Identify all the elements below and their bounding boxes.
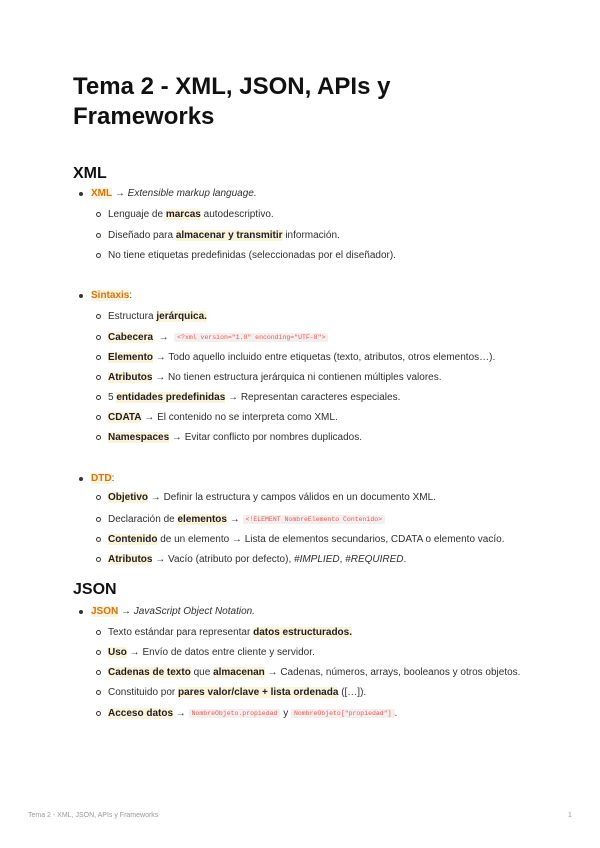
- list-item: No tiene etiquetas predefinidas (seleccionadas por el diseñador).: [108, 250, 396, 261]
- json-definition: JavaScript Object Notation.: [133, 606, 255, 617]
- keyword-dtd: DTD: [91, 473, 112, 484]
- footer-title: Tema 2 - XML, JSON, APIs y Frameworks: [28, 812, 159, 819]
- list-item: Texto estándar para representar datos estructurados.: [108, 627, 353, 638]
- list-item: Objetivo → Definir la estructura y campos válidos en un documento XML.: [108, 492, 436, 503]
- list-item: Atributos → Vacío (atributo por defecto), #IMPLIED, #REQUIRED.: [108, 554, 407, 565]
- page-number: 1: [568, 812, 572, 819]
- list-item: Uso → Envío de datos entre cliente y servidor.: [108, 647, 315, 658]
- section-heading-xml: XML: [73, 165, 107, 182]
- list-item: 5 entidades predefinidas → Representan caracteres especiales.: [108, 392, 401, 403]
- list-item: Estructura jerárquica.: [108, 311, 207, 322]
- list-item: Acceso datos → NombreObjeto.propiedad y NombreObjeto["propiedad"] .: [108, 708, 398, 719]
- list-item: Constituido por pares valor/clave + lista ordenada ([…]).: [108, 687, 367, 698]
- list-item: Elemento → Todo aquello incluido entre etiquetas (texto, atributos, otros elementos…).: [108, 352, 496, 363]
- list-item-sintaxis: Sintaxis:: [91, 290, 133, 301]
- code-snippet: <!ELEMENT NombreElemento Contenido>: [243, 515, 386, 524]
- code-snippet: NombreObjeto.propiedad: [189, 709, 281, 718]
- list-item: Declaración de elementos → <!ELEMENT NombreElemento Contenido>: [108, 513, 385, 527]
- list-item: Cabecera → <?xml version="1.0" enconding="UTF-8">: [108, 331, 328, 345]
- list-item: Diseñado para almacenar y transmitir información.: [108, 230, 340, 241]
- list-item-json: JSON → JavaScript Object Notation.: [91, 606, 255, 617]
- list-item: Contenido de un elemento → Lista de elementos secundarios, CDATA o elemento vacío.: [108, 534, 505, 545]
- code-snippet: <?xml version="1.0" enconding="UTF-8">: [174, 333, 328, 342]
- page-title: Tema 2 - XML, JSON, APIs y Frameworks: [73, 73, 391, 130]
- code-snippet: NombreObjeto["propiedad"]: [291, 709, 395, 718]
- keyword-xml: XML: [91, 188, 113, 199]
- xml-definition: Extensible markup language.: [127, 188, 257, 199]
- list-item-dtd: DTD:: [91, 473, 115, 484]
- keyword-json: JSON: [91, 606, 119, 617]
- list-item: Lenguaje de marcas autodescriptivo.: [108, 209, 274, 220]
- keyword-sintaxis: Sintaxis: [91, 290, 130, 301]
- list-item: CDATA → El contenido no se interpreta como XML.: [108, 412, 338, 423]
- list-item-xml: XML → Extensible markup language.: [91, 188, 257, 199]
- section-heading-json: JSON: [73, 581, 117, 598]
- list-item: Cadenas de texto que almacenan → Cadenas, números, arrays, booleanos y otros objetos.: [108, 667, 521, 678]
- list-item: Namespaces → Evitar conflicto por nombres duplicados.: [108, 432, 363, 443]
- list-item: Atributos → No tienen estructura jerárquica ni contienen múltiples valores.: [108, 372, 442, 383]
